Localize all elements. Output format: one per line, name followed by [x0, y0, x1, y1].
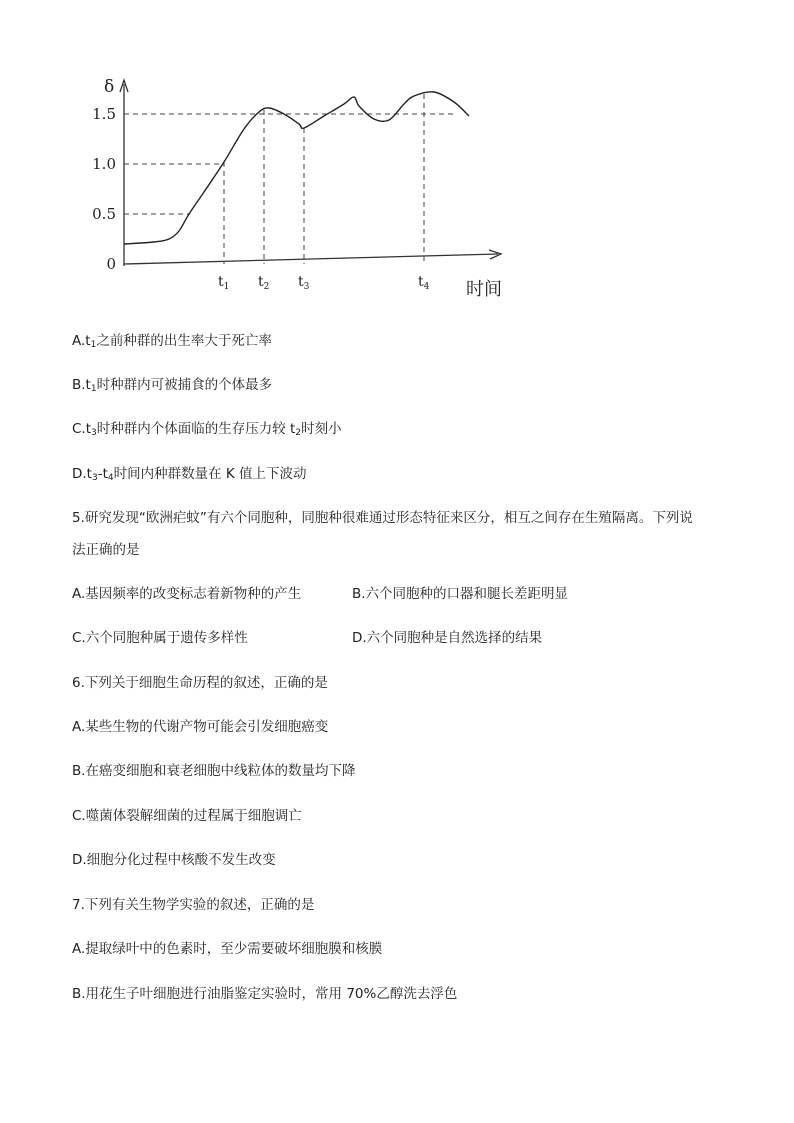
x-marker-label: $t_2$ — [258, 274, 270, 292]
chart-axes — [120, 80, 501, 266]
q5-stem-line2: 法正确的是 — [72, 542, 140, 558]
y-axis-title: δ — [104, 77, 115, 97]
population-curve-line — [124, 92, 469, 244]
y-tick-label: 0 — [106, 255, 116, 273]
q5-option-c: C.六个同胞种属于遗传多样性 — [72, 630, 248, 646]
y-tick-label: 1.0 — [92, 155, 116, 173]
q5-stem-line1: 5.研究发现“欧洲疟蚊”有六个同胞种，同胞种很难通过形态特征来区分，相互之间存在生殖隔离。下列说 — [72, 510, 693, 526]
x-axis-title: 时间 — [466, 279, 502, 300]
y-tick-label: 1.5 — [92, 105, 116, 123]
x-marker-label: $t_3$ — [298, 274, 310, 292]
q4-option-a: $A.t_1$之前种群的出生率大于死亡率 — [72, 333, 272, 350]
curve-layer — [124, 92, 469, 244]
q6-option-d: D.细胞分化过程中核酸不发生改变 — [72, 852, 276, 868]
q7-option-b: B.用花生子叶细胞进行油脂鉴定实验时，常用 70%乙醇洗去浮色 — [72, 986, 458, 1002]
x-marker-label: $t_4$ — [418, 274, 430, 292]
chart-labels — [92, 77, 502, 300]
x-marker-label: $t_1$ — [218, 274, 230, 292]
population-line-chart — [0, 0, 560, 310]
q4-option-d: $D.t_3-t_4$时间内种群数量在 K 值上下波动 — [72, 466, 307, 483]
q5-option-b: B.六个同胞种的口器和腿长差距明显 — [352, 586, 569, 602]
y-tick-label: 0.5 — [92, 205, 116, 223]
x-axis-line — [124, 254, 498, 264]
dashed-reference-lines — [124, 94, 454, 264]
q4-option-c: $C.t_3$时种群内个体面临的生存压力较 $t_2$时刻小 — [72, 421, 342, 438]
q7-option-a: A.提取绿叶中的色素时，至少需要破坏细胞膜和核膜 — [72, 941, 383, 957]
q6-option-c: C.噬菌体裂解细菌的过程属于细胞调亡 — [72, 808, 302, 824]
q5-option-d: D.六个同胞种是自然选择的结果 — [352, 630, 543, 646]
q6-option-b: B.在癌变细胞和衰老细胞中线粒体的数量均下降 — [72, 763, 356, 779]
q6-stem: 6.下列关于细胞生命历程的叙述，正确的是 — [72, 675, 328, 691]
q6-option-a: A.某些生物的代谢产物可能会引发细胞癌变 — [72, 719, 329, 735]
q7-stem: 7.下列有关生物学实验的叙述，正确的是 — [72, 897, 315, 913]
q4-option-b: $B.t_1$时种群内可被捕食的个体最多 — [72, 377, 273, 394]
q5-option-a: A.基因频率的改变标志着新物种的产生 — [72, 586, 302, 602]
